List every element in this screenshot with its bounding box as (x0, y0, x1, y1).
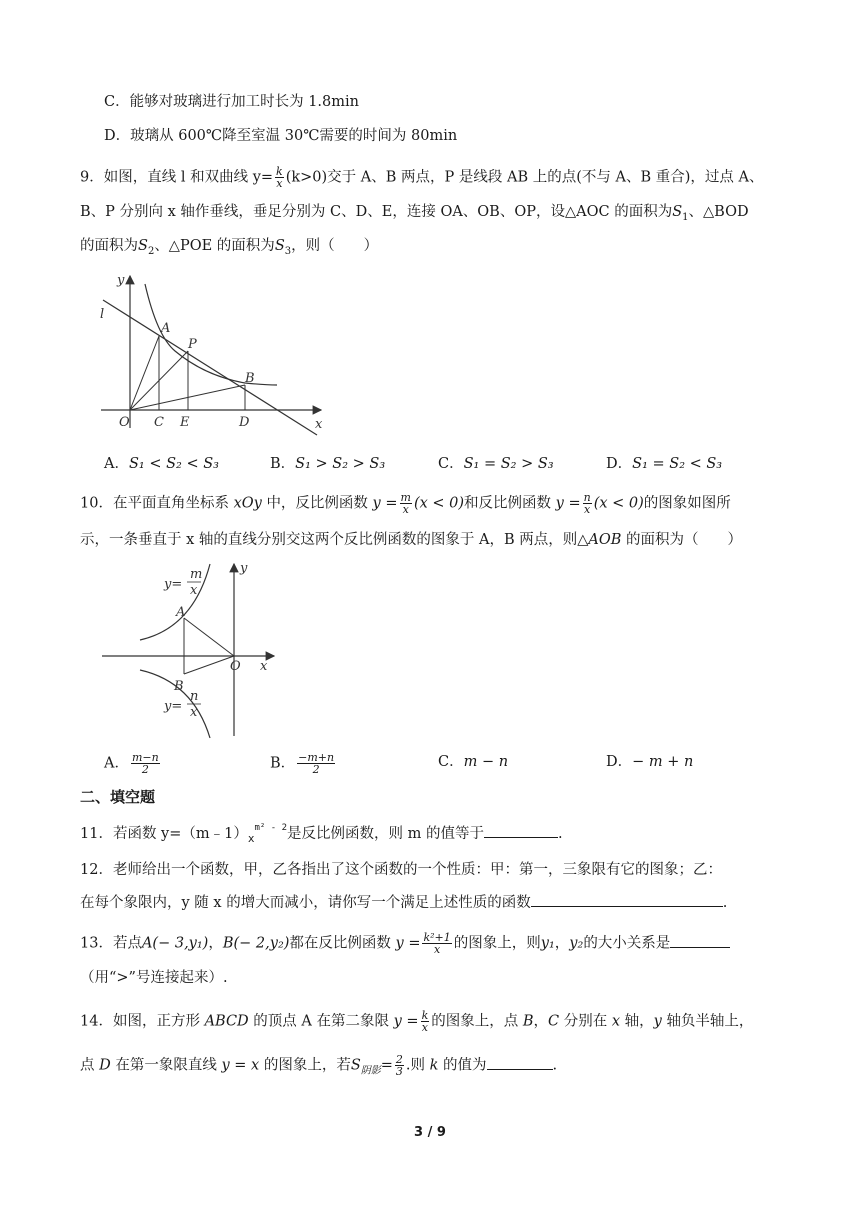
q9-option-c: C．S₁ = S₂ > S₃ (438, 456, 554, 472)
q10-option-a: A． $\frac{m-n}{2}$ (104, 751, 159, 776)
q10-option-c: C．m − n (438, 754, 509, 770)
q9-label-a: A (161, 321, 171, 336)
q9-line2: B、P 分别向 x 轴作垂线，垂足分别为 C、D、E，连接 OA、OB、OP，设△AOC 的面积为$S_1$、△BOD (80, 204, 749, 223)
q10-label-n: n (190, 689, 199, 704)
q9-seg-oa (130, 336, 159, 410)
q9-label-p: P (188, 337, 197, 352)
q10-label-xd: x (190, 705, 198, 720)
q12-line2: 在每个象限内，y 随 x 的增大而减小，请你写一个满足上述性质的函数 . (80, 892, 727, 913)
q10-line2: 示，一条垂直于 x 轴的直线分别交这两个反比例函数的图象于 A，B 两点，则△AOB 的面积为（ ） (80, 532, 743, 548)
q10-label-m: m (190, 567, 203, 582)
q9-option-b: B．S₁ > S₂ > S₃ (270, 456, 386, 472)
q9-line1: 9．如图，直线 l 和双曲线 y= $\frac{k}{x}$ (k>0)交于 A、B 两点，P 是线段 AB 上的点(不与 A、B 重合)，过点 A、 (80, 165, 764, 190)
q10-seg-bo (184, 656, 234, 674)
q10-label-y: y (240, 561, 248, 576)
q9-label-d: D (239, 415, 250, 430)
q9-label-b: B (245, 371, 255, 386)
q14-line2: 点 D 在第一象限直线 y = x 的图象上，若$S_{阴影}=$ $\frac{2}{3}$ .则 k 的值为 . (80, 1053, 558, 1078)
q9-option-d: D．S₁ = S₂ < S₃ (606, 456, 723, 472)
q12-line1: 12．老师给出一个函数，甲，乙各指出了这个函数的一个性质：甲：第一，三象限有它的图象；乙： (80, 862, 722, 878)
q9-label-e: E (180, 415, 190, 430)
q9-label-c: C (154, 415, 164, 430)
q9-line3: 的面积为$S_2$、△POE 的面积为$S_3$，则（ ） (80, 238, 379, 257)
q9-label-l: l (100, 307, 105, 322)
q10-label-b: B (174, 679, 184, 694)
q10-label-ym: y= (164, 577, 183, 592)
q10-label-xa: x (190, 583, 198, 598)
q8-option-d: D．玻璃从 600℃降至室温 30℃需要的时间为 80min (104, 128, 458, 144)
q10-option-b: B． $\frac{-m+n}{2}$ (270, 751, 335, 776)
q9-label-x: x (315, 417, 323, 432)
section-title-fill-in: 二、填空题 (80, 788, 156, 806)
q10-seg-ao (184, 618, 234, 656)
q10-figure (98, 558, 288, 740)
q9-line-l (103, 300, 317, 435)
q13-line2: （用“>”号连接起来）. (80, 970, 228, 986)
q10-option-d: D．− m + n (606, 754, 694, 770)
q9-option-a: A．S₁ < S₂ < S₃ (104, 456, 219, 472)
q10-label-a: A (176, 605, 186, 620)
q14-line1: 14．如图，正方形 ABCD 的顶点 A 在第二象限 y = $\frac{k}{x}$ 的图象上，点 B，C 分别在 x 轴，y 轴负半轴上， (80, 1009, 754, 1034)
page-number: 3 / 9 (414, 1125, 446, 1140)
q10-label-x: x (260, 659, 268, 674)
q8-option-c: C．能够对玻璃进行加工时长为 1.8min (104, 94, 359, 110)
q10-label-yn: y= (164, 699, 183, 714)
q9-label-y: y (117, 273, 125, 288)
q10-label-o: O (230, 659, 241, 674)
q11-line: 11．若函数 $y=(m﹣1)_x^{m^2 - 2}$是反比例函数，则 m 的值等于 . (80, 823, 563, 845)
q9-label-o: O (119, 415, 130, 430)
q10-line1: 10．在平面直角坐标系 xOy 中，反比例函数 y = $\frac{m}{x}$ (x < 0)和反比例函数 y = $\frac{n}{x}$ (x < 0)的图象如图所 (80, 491, 731, 516)
q9-figure (95, 266, 335, 436)
q13-line1: 13．若点A(− 3,y₁)，B(− 2,y₂)都在反比例函数 y = $\frac{\text{k²+1}}{x}$ 的图象上，则y₁，y₂的大小关系是 (80, 932, 730, 955)
